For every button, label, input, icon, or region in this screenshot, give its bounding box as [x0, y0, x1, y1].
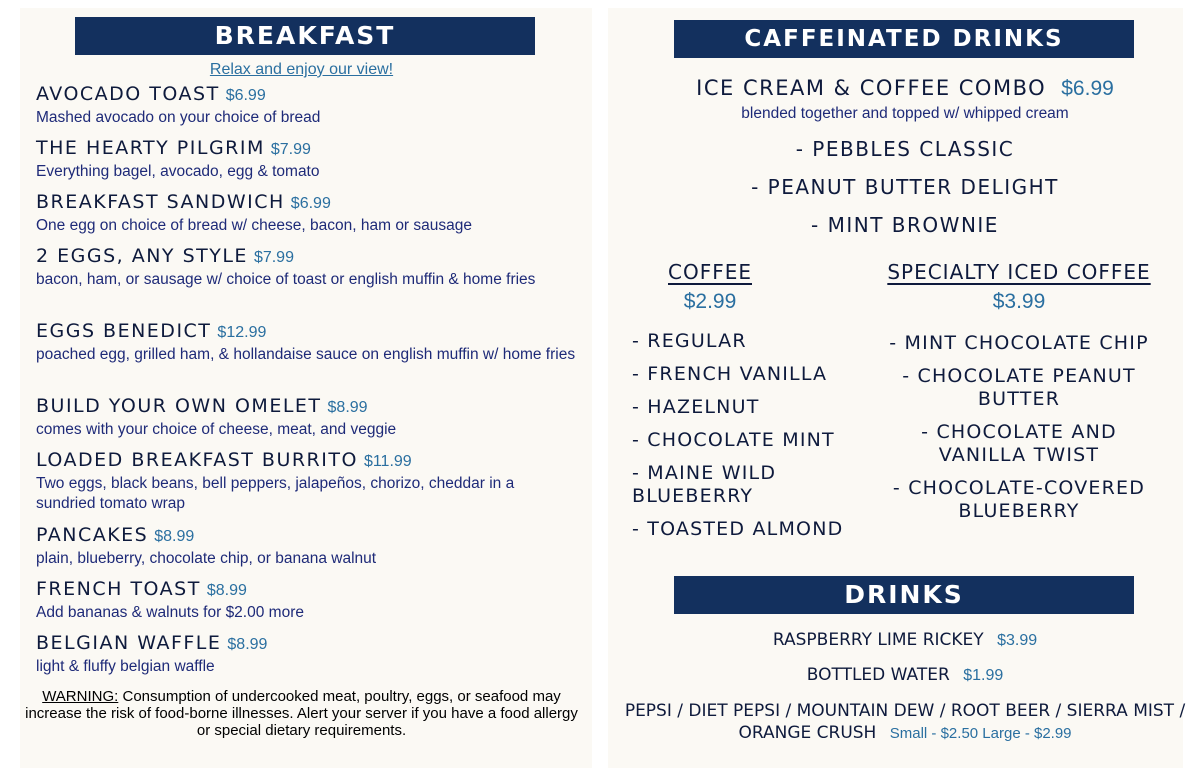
breakfast-item [36, 190, 576, 244]
breakfast-item [36, 448, 576, 523]
item-description: Two eggs, black beans, bell peppers, jalapeños, chorizo, cheddar in a sundried tomato wrap [36, 475, 515, 512]
item-name: BELGIAN WAFFLE [36, 632, 222, 654]
drink-name: BOTTLED WATER [806, 665, 950, 685]
item-name: THE HEARTY PILGRIM [36, 137, 265, 159]
tagline-row [20, 61, 583, 79]
breakfast-heading-banner [75, 17, 535, 55]
combo-flavor: - PEBBLES CLASSIC [795, 137, 1015, 161]
item-price: $8.99 [227, 636, 268, 653]
breakfast-item-list [36, 82, 576, 685]
breakfast-menu-panel [20, 8, 592, 768]
combo-flavor: - PEANUT BUTTER DELIGHT [751, 175, 1059, 199]
item-title [36, 523, 576, 549]
drinks-heading-banner [674, 576, 1134, 614]
item-name: AVOCADO TOAST [36, 83, 220, 105]
soda-name: PEPSI / DIET PEPSI / MOUNTAIN DEW / ROOT BEER / SIERRA MIST / ORANGE CRUSH [624, 701, 1186, 743]
caffeinated-heading: CAFFEINATED DRINKS [744, 26, 1064, 52]
item-price: $7.99 [253, 249, 294, 266]
item-title [36, 631, 576, 657]
item-description: plain, blueberry, chocolate chip, or banana walnut [36, 550, 377, 567]
coffee-flavor: - FRENCH VANILLA [632, 363, 828, 385]
coffee-flavor-list [632, 330, 892, 551]
iced-coffee-flavor-list [876, 332, 1162, 533]
item-title [36, 136, 576, 162]
coffee-price: $2.99 [683, 290, 737, 313]
breakfast-item [36, 136, 576, 190]
breakfast-item [36, 577, 576, 631]
drinks-menu-panel [608, 8, 1186, 768]
item-description: Everything bagel, avocado, egg & tomato [36, 163, 320, 180]
coffee-flavor: - TOASTED ALMOND [632, 518, 844, 540]
item-title [36, 244, 576, 270]
item-name: EGGS BENEDICT [36, 320, 212, 342]
drink-item [608, 665, 1200, 685]
breakfast-item [36, 394, 576, 448]
food-safety-warning [20, 688, 583, 739]
item-title [36, 394, 576, 420]
drink-price: $3.99 [997, 632, 1038, 649]
item-title [36, 319, 576, 345]
coffee-flavor: - CHOCOLATE MINT [632, 429, 835, 451]
item-description: Mashed avocado on your choice of bread [36, 109, 321, 126]
item-price: $6.99 [225, 87, 266, 104]
breakfast-item [36, 631, 576, 685]
coffee-heading: COFFEE [668, 260, 752, 284]
breakfast-item [36, 523, 576, 577]
combo-title-row [608, 76, 1200, 101]
drinks-heading: DRINKS [844, 580, 964, 609]
specialty-iced-coffee-price: $3.99 [992, 290, 1046, 313]
item-title [36, 577, 576, 603]
item-price: $8.99 [327, 399, 368, 416]
item-title [36, 448, 576, 474]
item-name: BREAKFAST SANDWICH [36, 191, 285, 213]
drink-name: RASPBERRY LIME RICKEY [772, 630, 984, 650]
item-title [36, 82, 576, 108]
item-name: FRENCH TOAST [36, 578, 201, 600]
combo-flavor: - MINT BROWNIE [811, 213, 999, 237]
warning-text: Consumption of undercooked meat, poultry, eggs, or seafood may increase the risk of food-borne illnesses. Alert your server if you have a food allergy or special dietary requirements. [25, 688, 578, 739]
coffee-flavor: - MAINE WILD BLUEBERRY [632, 462, 777, 507]
item-title [36, 190, 576, 216]
iced-coffee-flavor: - CHOCOLATE-COVERED BLUEBERRY [892, 477, 1146, 522]
coffee-flavor: - HAZELNUT [632, 396, 760, 418]
soda-item [608, 700, 1200, 745]
tagline-link[interactable]: Relax and enjoy our view! [209, 61, 394, 78]
item-price: $8.99 [206, 582, 247, 599]
coffee-flavor: - REGULAR [632, 330, 747, 352]
item-price: $8.99 [154, 528, 195, 545]
item-name: PANCAKES [36, 524, 149, 546]
breakfast-item [36, 244, 576, 319]
item-description: poached egg, grilled ham, & hollandaise sauce on english muffin w/ home fries [36, 346, 576, 363]
combo-price: $6.99 [1061, 77, 1114, 100]
iced-coffee-flavor: - CHOCOLATE PEANUT BUTTER [902, 365, 1136, 410]
iced-coffee-flavor: - CHOCOLATE AND VANILLA TWIST [921, 421, 1117, 466]
item-name: 2 EGGS, ANY STYLE [36, 245, 248, 267]
item-description: comes with your choice of cheese, meat, and veggie [36, 421, 397, 438]
item-description: light & fluffy belgian waffle [36, 658, 215, 675]
breakfast-item [36, 319, 576, 394]
soda-price: Small - $2.50 Large - $2.99 [889, 725, 1072, 742]
item-description: One egg on choice of bread w/ cheese, bacon, ham or sausage [36, 217, 473, 234]
combo-description: blended together and topped w/ whipped cream [741, 105, 1069, 122]
caffeinated-heading-banner [674, 20, 1134, 58]
item-price: $7.99 [270, 141, 311, 158]
specialty-iced-coffee-heading: SPECIALTY ICED COFFEE [887, 260, 1151, 284]
item-price: $6.99 [290, 195, 331, 212]
combo-name: ICE CREAM & COFFEE COMBO [696, 76, 1047, 100]
iced-coffee-flavor: - MINT CHOCOLATE CHIP [889, 332, 1149, 354]
item-price: $12.99 [217, 324, 267, 341]
item-name: BUILD YOUR OWN OMELET [36, 395, 322, 417]
drink-price: $1.99 [963, 667, 1004, 684]
item-price: $11.99 [363, 453, 412, 470]
item-name: LOADED BREAKFAST BURRITO [36, 449, 358, 471]
warning-label: WARNING: [42, 688, 119, 705]
drink-item [608, 630, 1200, 650]
item-description: Add bananas & walnuts for $2.00 more [36, 604, 304, 621]
item-description: bacon, ham, or sausage w/ choice of toast or english muffin & home fries [36, 271, 536, 288]
breakfast-heading: BREAKFAST [214, 21, 396, 50]
breakfast-item [36, 82, 576, 136]
